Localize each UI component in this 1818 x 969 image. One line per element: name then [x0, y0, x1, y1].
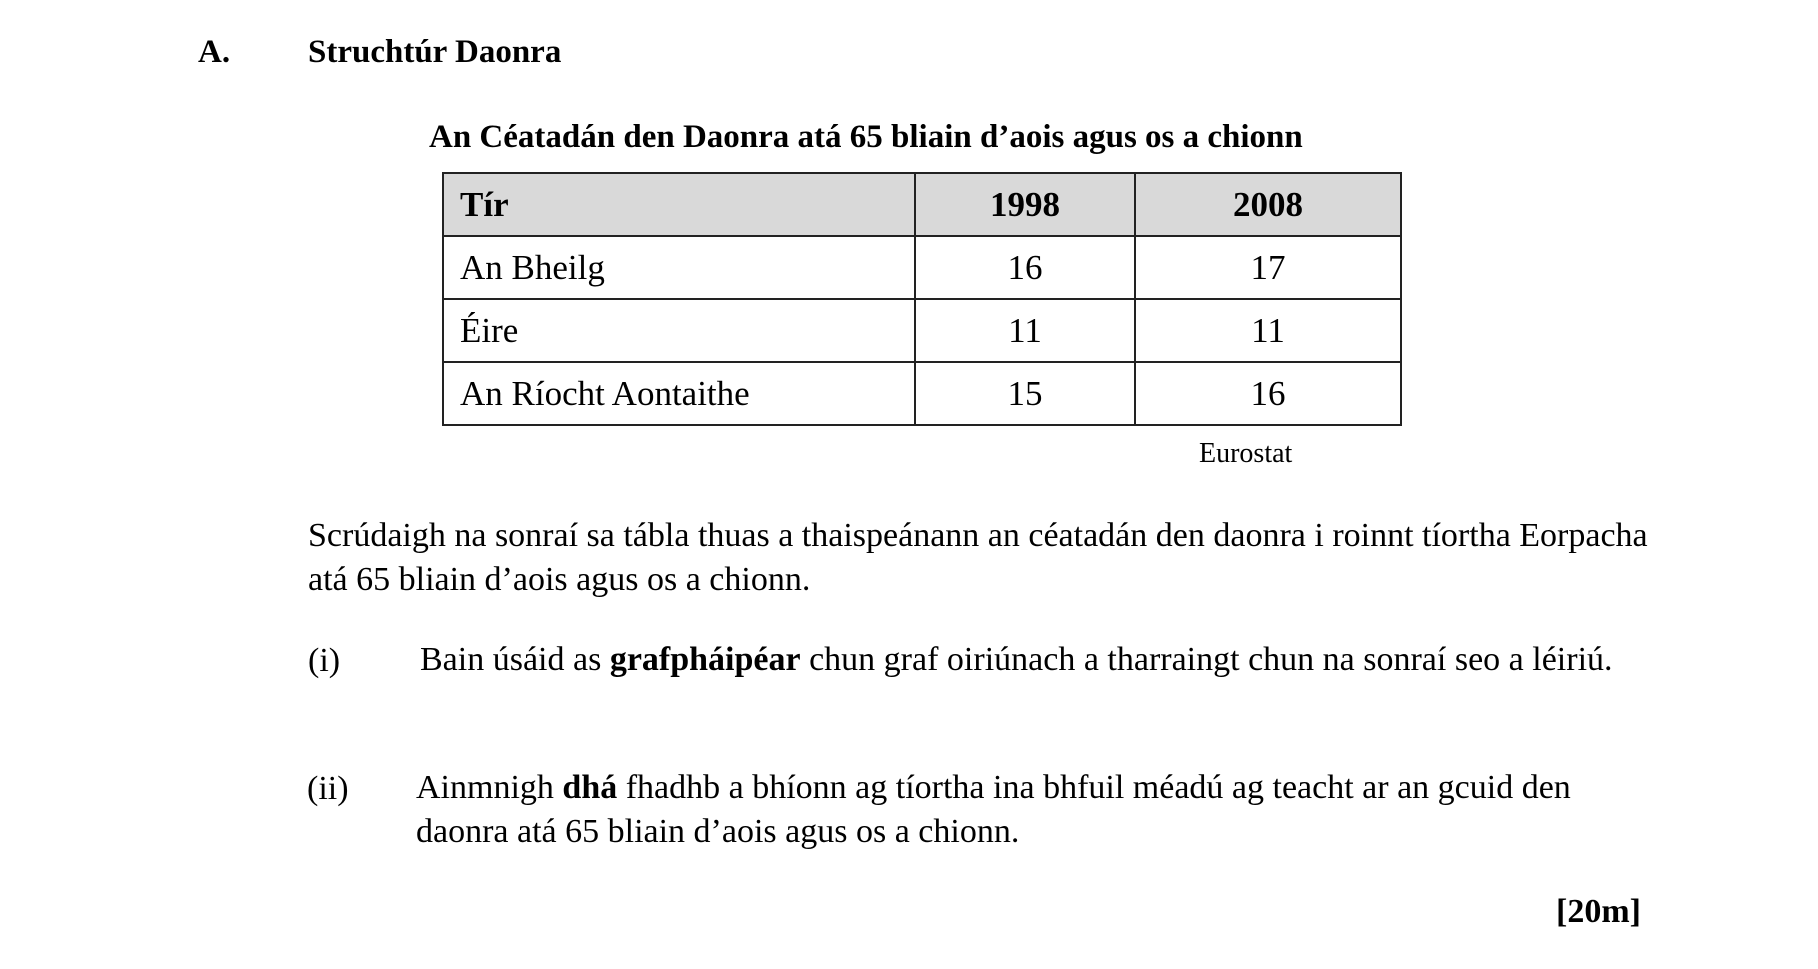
- header-1998: 1998: [915, 173, 1135, 236]
- cell-country: Éire: [443, 299, 915, 362]
- table-row: [443, 299, 1401, 362]
- table-caption: An Céatadán den Daonra atá 65 bliain d’aois agus os a chionn: [429, 119, 1303, 155]
- data-table: [442, 172, 1402, 426]
- question-text: [416, 766, 1636, 854]
- header-2008: 2008: [1135, 173, 1401, 236]
- table-row: [443, 362, 1401, 425]
- table-row: [443, 236, 1401, 299]
- marks-label: [20m]: [1556, 893, 1641, 930]
- table-source: Eurostat: [1199, 438, 1293, 469]
- question-text-bold: dhá: [562, 769, 618, 806]
- cell-1998: 11: [915, 299, 1135, 362]
- cell-country: An Bheilg: [443, 236, 915, 299]
- question-text-pre: Bain úsáid as: [420, 641, 610, 678]
- section-title: Struchtúr Daonra: [308, 34, 562, 70]
- cell-2008: 17: [1135, 236, 1401, 299]
- cell-country: An Ríocht Aontaithe: [443, 362, 915, 425]
- question-text-bold: grafpháipéar: [609, 641, 801, 678]
- cell-1998: 16: [915, 236, 1135, 299]
- question-number: (i): [308, 642, 341, 679]
- question-text: [420, 638, 1640, 682]
- question-text-pre: Ainmnigh: [416, 769, 563, 806]
- cell-1998: 15: [915, 362, 1135, 425]
- table-header-row: [443, 173, 1401, 236]
- question-number: (ii): [307, 770, 349, 807]
- question-text-post: chun graf oiriúnach a tharraingt chun na sonraí seo a léiriú.: [800, 641, 1613, 678]
- question-text-post: fhadhb a bhíonn ag tíortha ina bhfuil méadú ag teacht ar an gcuid den daonra atá 65 bliain d’aois agus os a chionn.: [416, 769, 1571, 850]
- section-letter: A.: [198, 34, 231, 70]
- cell-2008: 11: [1135, 299, 1401, 362]
- header-country: Tír: [443, 173, 915, 236]
- intro-paragraph: Scrúdaigh na sonraí sa tábla thuas a thaispeánann an céatadán den daonra i roinnt tíortha Eorpacha atá 65 bliain d’aois agus os a chionn.: [308, 517, 1648, 598]
- cell-2008: 16: [1135, 362, 1401, 425]
